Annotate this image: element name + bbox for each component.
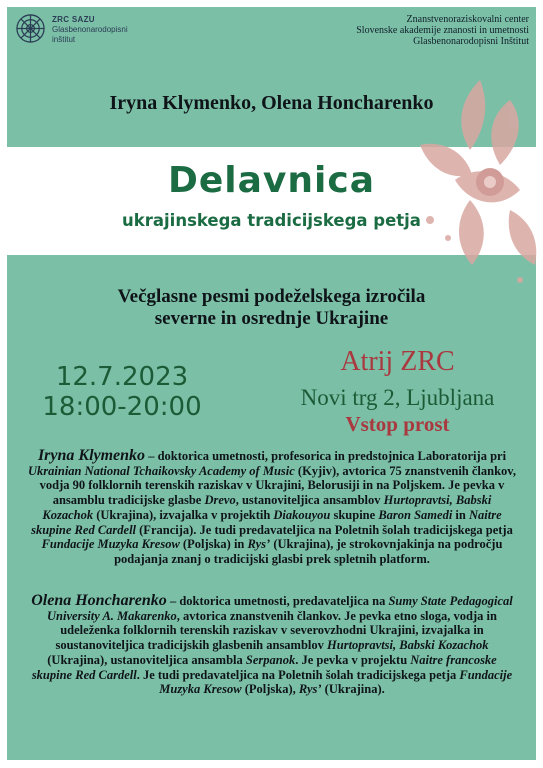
logo-line-3: inštitut	[52, 35, 76, 44]
bio-text: , ustanoviteljica ansamblov	[235, 493, 384, 508]
bio-italic: Naitre francoske skupine Red Cardell	[31, 652, 497, 682]
bio-text: (Poljska),	[241, 682, 299, 697]
bio-italic: Rys’	[247, 537, 271, 552]
bio-text: skupine	[330, 507, 379, 522]
bio-iryna-klymenko	[26, 449, 518, 567]
event-time: 18:00-20:00	[42, 392, 202, 422]
institution-name	[356, 14, 529, 47]
authors-heading: Iryna Klymenko, Olena Honcharenko	[109, 92, 434, 114]
bio-text: – doktorica umetnosti, predavateljica na	[166, 594, 389, 608]
bio-text: – doktorica umetnosti, profesorica in predstojnica Laboratorija pri	[145, 449, 507, 463]
bio-italic: Diakouyou	[273, 507, 331, 522]
logo-line-2: Glasbenonarodopisni	[52, 25, 128, 34]
bio-italic: Sumy State Pedagogical University A. Makarenko	[47, 594, 513, 623]
bio-text: in	[452, 507, 469, 522]
logo-text	[52, 15, 128, 45]
bio-text: (Ukrajina), ustanoviteljica ansambla	[47, 652, 246, 667]
topic-line-2: severne in osrednje Ukrajine	[154, 308, 389, 329]
workshop-topic	[0, 286, 543, 330]
bio-text: . Je pevka v projektu	[295, 652, 411, 667]
event-venue	[270, 346, 525, 436]
bio-text: (Ukrajina).	[321, 682, 385, 697]
bio-italic: Fundacije Muzyka Kresow	[41, 537, 180, 552]
bio-italic: Rys’	[298, 682, 322, 697]
bio-italic: Baron Samedi	[378, 507, 453, 522]
logo-line-1: ZRC SAZU	[52, 15, 95, 24]
bio-name: Iryna Klymenko	[37, 447, 146, 464]
entry-note: Vstop prost	[345, 412, 450, 436]
event-date: 12.7.2023	[55, 362, 189, 392]
bio-italic: Hurtopravtsi, Babski Kozachok	[327, 638, 489, 653]
institution-line-1: Znanstvenoraziskovalni center	[406, 14, 529, 25]
bio-italic: Ukrainian National Tchaikovsky Academy of Music	[28, 463, 295, 478]
bio-text: (Francija). Je tudi predavateljica na Poletnih šolah tradicijskega petja	[136, 522, 513, 537]
bio-name: Olena Honcharenko	[31, 592, 167, 609]
event-date-time	[32, 362, 212, 422]
venue-address: Novi trg 2, Ljubljana	[300, 385, 495, 410]
bio-text: (Ukrajina), je strokovnjakinja na področju podajanja znanj o tradicijski glasbi prek spletnih platform.	[114, 537, 503, 566]
bio-olena-honcharenko	[26, 594, 518, 697]
bio-text: . Je tudi predavateljica na Poletnih šolah tradicijskega petja	[136, 667, 460, 682]
institution-line-3: Glasbenonarodopisni Inštitut	[413, 36, 529, 47]
bio-italic: Naitre skupine Red Cardell	[31, 507, 502, 537]
bio-italic: Hurtopravtsi, Babski Kozachok	[42, 493, 492, 522]
institution-line-2: Slovenske akademije znanosti in umetnosti	[356, 25, 529, 36]
bio-italic: Fundacije Muzyka Kresow	[159, 667, 513, 697]
workshop-subtitle: ukrajinskega tradicijskega petja	[122, 211, 421, 230]
bio-text: (Kyjiv), avtorica 75 znanstvenih člankov, vodja 90 folklornih terenskih raziskav v Ukrajini, Belorusiji in na Poljskem. Je pevka v ansamblu tradicijske glasbe	[39, 463, 516, 508]
bio-text: (Poljska) in	[179, 537, 248, 552]
bio-italic: Serpanok	[245, 652, 296, 667]
bio-text: , avtorica znanstvenih člankov. Je pevka etno sloga, vodja in udeleženka folklornih terenskih raziskav v severovzhodni Ukrajini, izvajalka in soustanoviteljica tradicijskih glasbenih ansamblov	[55, 608, 497, 653]
bio-italic: Drevo	[204, 493, 236, 508]
zrc-sazu-logo-icon	[15, 13, 46, 44]
venue-name: Atrij ZRC	[340, 346, 455, 377]
workshop-title: Delavnica	[168, 160, 375, 201]
topic-line-1: Večglasne pesmi podeželskega izročila	[117, 286, 426, 307]
bio-text: (Ukrajina), izvajalka v projektih	[93, 507, 274, 522]
